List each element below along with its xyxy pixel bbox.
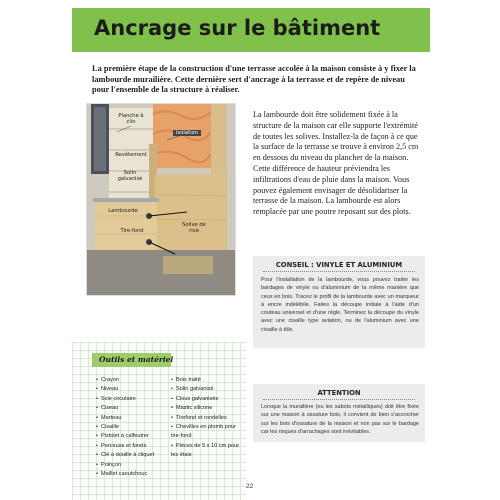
list-item: • Cisaille xyxy=(96,423,174,432)
tip-text: Pour l'installation de la lambourde, vous pouvez traiter les bardages de vinyle ou d'aluminium de la même manière que ceux en bois. Tracez le profil de la lambourde avec un marqueur à encre indélébile. Faites la découpe initiale à l'aide d'un couteau universel et d'une règle. Terminez la découpe du vinyle avec une cisaille type aviation, ou de l'aluminium avec une cisaille à tôle. xyxy=(261,277,419,333)
list-item: • Maillet caoutchouc xyxy=(96,470,174,479)
list-item: • Mastic silicone xyxy=(171,404,246,413)
label-lambourde: Lambourde xyxy=(108,208,138,214)
list-item: • Bois traité xyxy=(171,376,246,385)
page-title: Ancrage sur le bâtiment xyxy=(94,16,381,40)
tip-box xyxy=(253,256,425,348)
warning-title: ATTENTION xyxy=(317,389,361,397)
warning-box xyxy=(253,384,425,442)
warning-divider xyxy=(263,399,415,400)
list-item: • Poinçon xyxy=(96,461,174,470)
label-tire-fond: Tire-fond xyxy=(120,228,144,234)
list-item: • Clé à douille à cliquet xyxy=(96,451,174,460)
label-planche-a-clin: Planche à clin xyxy=(118,113,144,125)
construction-photo xyxy=(86,103,236,296)
label-revetement: Revêtement xyxy=(115,152,147,158)
materials-list xyxy=(171,376,246,461)
list-item: • Pistolet à calfeutrer xyxy=(96,432,174,441)
list-item: • Pièces de 5 x 10 cm pour les étais xyxy=(171,442,246,461)
list-item: • Crayon xyxy=(96,376,174,385)
label-isolation: Isolation xyxy=(173,130,201,136)
list-item: • Marteau xyxy=(96,414,174,423)
list-item: • Perceuse et forets xyxy=(96,442,174,451)
list-item: • Solin galvanisé xyxy=(171,385,246,394)
tip-title: CONSEIL : VINYLE ET ALUMINIUM xyxy=(275,261,403,269)
title-banner xyxy=(72,8,430,52)
tools-list xyxy=(96,376,174,479)
list-item: • Ciseau xyxy=(96,404,174,413)
intro-paragraph: La première étape de la construction d'une terrasse accolée à la maison consiste à y fixer la lambourde murailière. Cette dernière sert d'ancrage à la terrasse et de repère de niveau pour l'ensemble de la structure à réaliser. xyxy=(92,64,416,95)
label-solive-de-rive: Solive de rive xyxy=(182,222,206,234)
ledger-board-illustration xyxy=(87,104,236,296)
tools-title: Outils et matériel xyxy=(99,355,174,364)
label-solin-galvanise: Solin galvanisé xyxy=(117,170,143,182)
warning-text: Lorsque la murailière (ou les sabots métalliques) doit être fixée sur une maison à ossature bois, il convient de bien s'accrocher sur les bois d'ossature de la maison et non pas sur le bardage car les risques d'arrachages sont inévitables. xyxy=(261,404,419,436)
list-item: • Clous galvanisés xyxy=(171,395,246,404)
list-item: • Scie circulaire xyxy=(96,395,174,404)
body-paragraph: La lambourde doit être solidement fixée à la structure de la maison car elle supporte l'extrémité de toutes les solives. Installez-la de façon à ce que la surface de la terrasse se trouve à environ 2,5 cm en dessous du niveau du plancher de la maison. Cette différence de hauteur préviendra les infiltrations d'eau de pluie dans la maison. Vous pouvez également envisager de désolidariser la terrasse de la maison. La lambourde est alors remplacée par une poutre reposant sur des plots. xyxy=(253,110,419,217)
list-item: • Chevilles en plomb pour tire-fond xyxy=(171,423,246,442)
list-item: • Tirefond et rondelles xyxy=(171,414,246,423)
page-number: 22 xyxy=(246,483,254,490)
tools-banner xyxy=(92,353,174,367)
list-item: • Niveau xyxy=(96,385,174,394)
tip-divider xyxy=(263,271,415,272)
